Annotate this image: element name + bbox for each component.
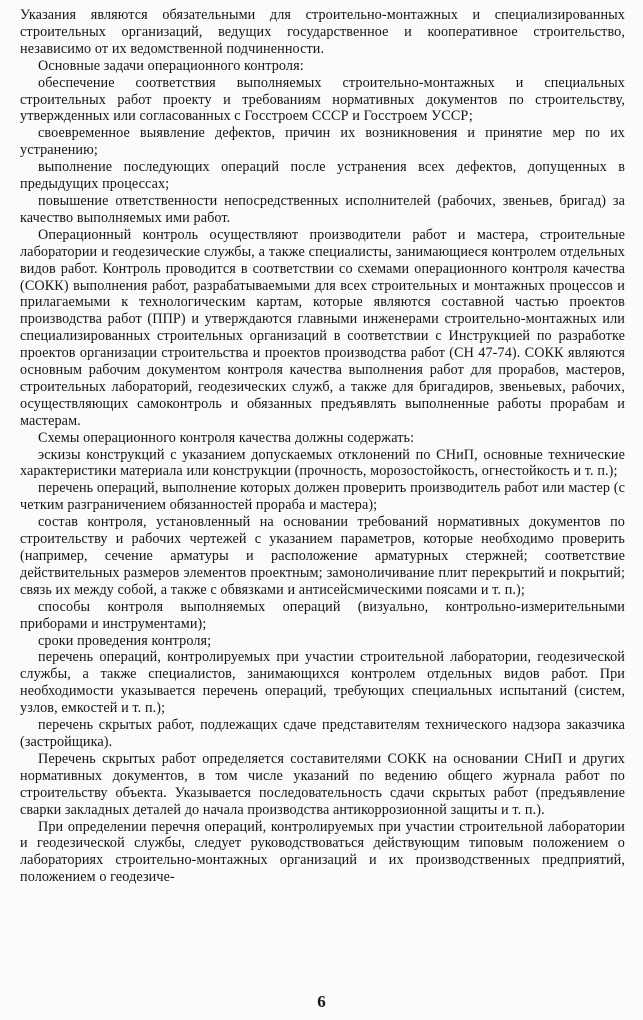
page-number: 6 — [317, 992, 326, 1011]
paragraph-16: Перечень скрытых работ определяется составителями СОКК на основании СНиП и других нормативных документов, в том числе указаний по ведению общего журнала работ по строительству объекта. Указывается последовательность сдачи скрытых работ (предъявление сварки закладных деталей до начала производства антикоррозионной защиты и т. п.). — [20, 750, 625, 818]
paragraph-10: перечень операций, выполнение которых должен проверить производитель работ или мастер (с четким разграничением обязанностей прораба и мастера); — [20, 480, 625, 514]
paragraph-9: эскизы конструкций с указанием допускаемых отклонений по СНиП, основные технические характеристики материала или конструкции (прочность, морозостойкость, огнестойкость и т. п.); — [20, 446, 625, 480]
paragraph-14: перечень операций, контролируемых при участии строительной лаборатории, геодезической службы, а также специалистов, занимающихся контролем отдельных видов работ. При необходимости указывается перечень операций, требующих специальных испытаний (систем, узлов, емкостей и т. п.); — [20, 649, 625, 717]
paragraph-4: своевременное выявление дефектов, причин их возникновения и принятие мер по их устранению; — [20, 125, 625, 159]
paragraph-12: способы контроля выполняемых операций (визуально, контрольно-измерительными приборами и инструментами); — [20, 598, 625, 632]
paragraph-5: выполнение последующих операций после устранения всех дефектов, допущенных в предыдущих процессах; — [20, 159, 625, 193]
paragraph-17: При определении перечня операций, контролируемых при участии строительной лаборатории и геодезической службы, следует руководствоваться действующим типовым положением о лабораториях строительно-монтажных организаций и их производственных предприятий, положением о геодезиче- — [20, 818, 625, 886]
paragraph-13: сроки проведения контроля; — [38, 632, 212, 649]
paragraph-2: Основные задачи операционного контроля: — [38, 57, 304, 74]
paragraph-7: Операционный контроль осуществляют производители работ и мастера, строительные лаборатории и геодезические службы, а также специалисты, занимающиеся контролем отдельных видов работ. Контроль проводится в соответствии со схемами операционного контроля качества (СОКК) выполнения работ, разрабатываемыми для всех строительных и монтажных процессов и прилагаемыми к технологическим картам, которые являются составной частью проектов производства работ (ППР) и утверждаются главными инженерами строительно-монтажных или специализированных строительных организаций в соответствии с Инструкцией по разработке проектов организации строительства и проектов производства работ (СН 47-74). СОКК являются основным рабочим документом контроля качества выполнения работ для прорабов, мастеров, строительных лабораторий, геодезических служб, а также для бригадиров, звеньевых, рабочих, осуществляющих самоконтроль и обязанных предъявлять выполненные работы прорабам и мастерам. — [20, 226, 625, 429]
paragraph-6: повышение ответственности непосредственных исполнителей (рабочих, звеньев, бригад) за качество выполняемых ими работ. — [20, 192, 625, 226]
paragraph-1: Указания являются обязательными для строительно-монтажных и специализированных строительных организаций, ведущих государственное и кооперативное строительство, независимо от их ведомственной подчиненности. — [20, 7, 625, 57]
paragraph-8: Схемы операционного контроля качества должны содержать: — [38, 429, 415, 446]
paragraph-3: обеспечение соответствия выполняемых строительно-монтажных и специальных строительных работ проекту и требованиям нормативных документов по строительству, утвержденных или согласованных с Госстроем СССР и Госстроем УССР; — [20, 74, 625, 125]
paragraph-11: состав контроля, установленный на основании требований нормативных документов по строительству и рабочих чертежей с указанием параметров, которые необходимо проверить (например, сечение арматуры и расположение арматурных стержней; соответствие действительных размеров элементов проектным; замоноличивание плит перекрытий и покрытий; связь их между собой, а также с обвязками и антисейсмическими поясами и т. п.); — [20, 514, 625, 598]
body-text — [20, 7, 625, 886]
paragraph-15: перечень скрытых работ, подлежащих сдаче представителям технического надзора заказчика (застройщика). — [20, 717, 625, 750]
